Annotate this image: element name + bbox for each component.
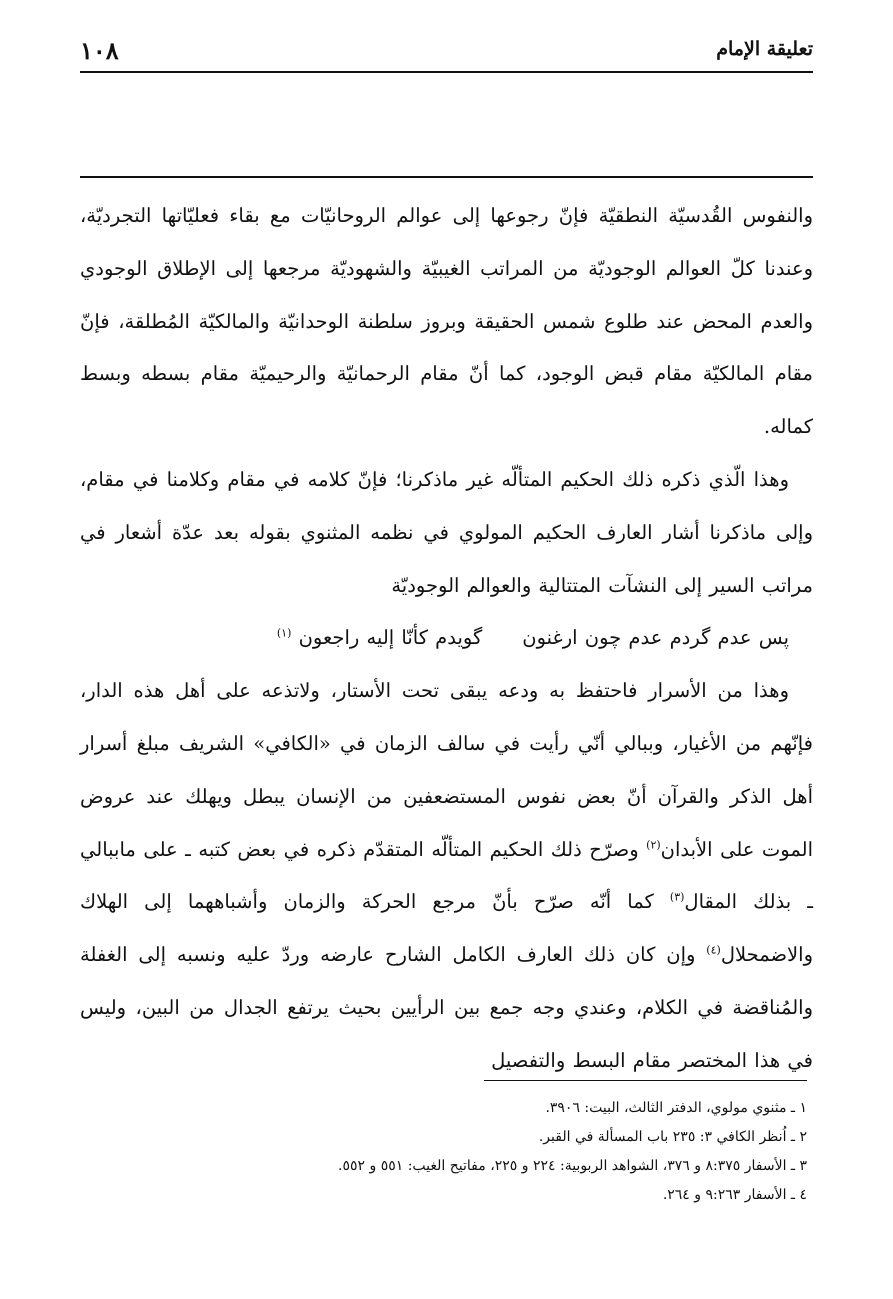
footnote-ref[interactable]: (٣) <box>669 890 685 904</box>
paragraph-segment: كما أنّه صرّح بأنّ مرجع الحركة والزمان وأشباههما إلى الهلاك والاضمحلال <box>80 890 813 967</box>
text-top-rule <box>80 176 813 178</box>
footnote: ٤ ـ الأسفار ٩:٢٦٣ و ٢٦٤. <box>662 1187 807 1203</box>
footnote-rule <box>484 1080 807 1081</box>
footnote: ٢ ـ اُنظر الكافي ٣: ٢٣٥ باب المسألة في القبر. <box>538 1129 807 1145</box>
paragraph: وهذا الّذي ذكره ذلك الحكيم المتألّه غير ماذكرنا؛ فإنّ كلامه في مقام وكلامنا في مقام، وإلى ماذكرنا أشار العارف الحكيم المولوي في نظمه المثنوي بقوله بعد عدّة أشعار في مراتب السير إلى النشآت المتتالية والعوالم الوجوديّة <box>80 467 813 597</box>
poem-verse <box>80 612 813 665</box>
poem-hemistich: پس عدم گردم عدم چون ارغنون <box>522 626 789 650</box>
footnote-ref[interactable]: (٤) <box>706 943 721 957</box>
paragraph-segment: وصرّح ذلك الحكيم المتألّه المتقدّم ذكره في بعض كتبه ـ على ماببالي ـ بذلك المقال <box>80 837 813 914</box>
footnote-ref[interactable]: (١) <box>276 626 292 640</box>
paragraph <box>80 665 813 1087</box>
paragraph-segment: وإن كان ذلك العارف الكامل الشارح عارضه وردّ عليه ونسبه إلى الغفلة والمُناقضة في الكلام، وعندي وجه جمع بين الرأيين بحيث يرتفع الجدال من البين، وليس في هذا المختصر مقام البسط والتفصيل <box>80 943 813 1072</box>
footnote: ٣ ـ الأسفار ٨:٣٧٥ و ٣٧٦، الشواهد الربوبية: ٢٢٤ و ٢٢٥، مفاتيح الغيب: ٥٥١ و ٥٥٢. <box>338 1158 807 1174</box>
poem-hemistich: گويدم كأنّا إليه راجعون <box>298 626 483 650</box>
page-number: ١٠٨ <box>80 36 119 65</box>
running-title: تعليقة الإمام <box>716 38 813 60</box>
footnotes <box>80 1094 807 1210</box>
footnote: ١ ـ مثنوي مولوي، الدفتر الثالث، البيت: ٣٩٠٦. <box>545 1100 807 1116</box>
page-header <box>80 36 813 68</box>
paragraph: والنفوس القُدسيّة النطقيّة فإنّ رجوعها إلى عوالم الروحانيّات مع بقاء فعليّاتها التجرديّة، وعندنا كلّ العوالم الوجوديّة من المراتب الغيبيّة والشهوديّة مرجعها إلى الإطلاق الوجودي والعدم المحض عند طلوع شمس الحقيقة وبروز سلطنة الوحدانيّة والمالكيّة المُطلقة، فإنّ مقام المالكيّة مقام قبض الوجود، كما أنّ مقام الرحمانيّة والرحيميّة مقام بسطه وبسط كماله. <box>80 204 813 439</box>
paragraph-segment: وهذا من الأسرار فاحتفظ به ودعه يبقى تحت الأستار، ولاتذعه على أهل هذه الدار، فإنّهم من الأغيار، وببالي أنّي رأيت في سالف الزمان في «الكافي» الشريف مبلغ أسرار أهل الذكر والقرآن أنّ بعض نفوس المستضعفين من الإنسان يبطل ويهلك عند عروض الموت على الأبدان <box>80 679 814 861</box>
header-rule <box>80 71 813 73</box>
footnote-ref[interactable]: (٢) <box>646 838 661 852</box>
main-text <box>80 190 813 1088</box>
